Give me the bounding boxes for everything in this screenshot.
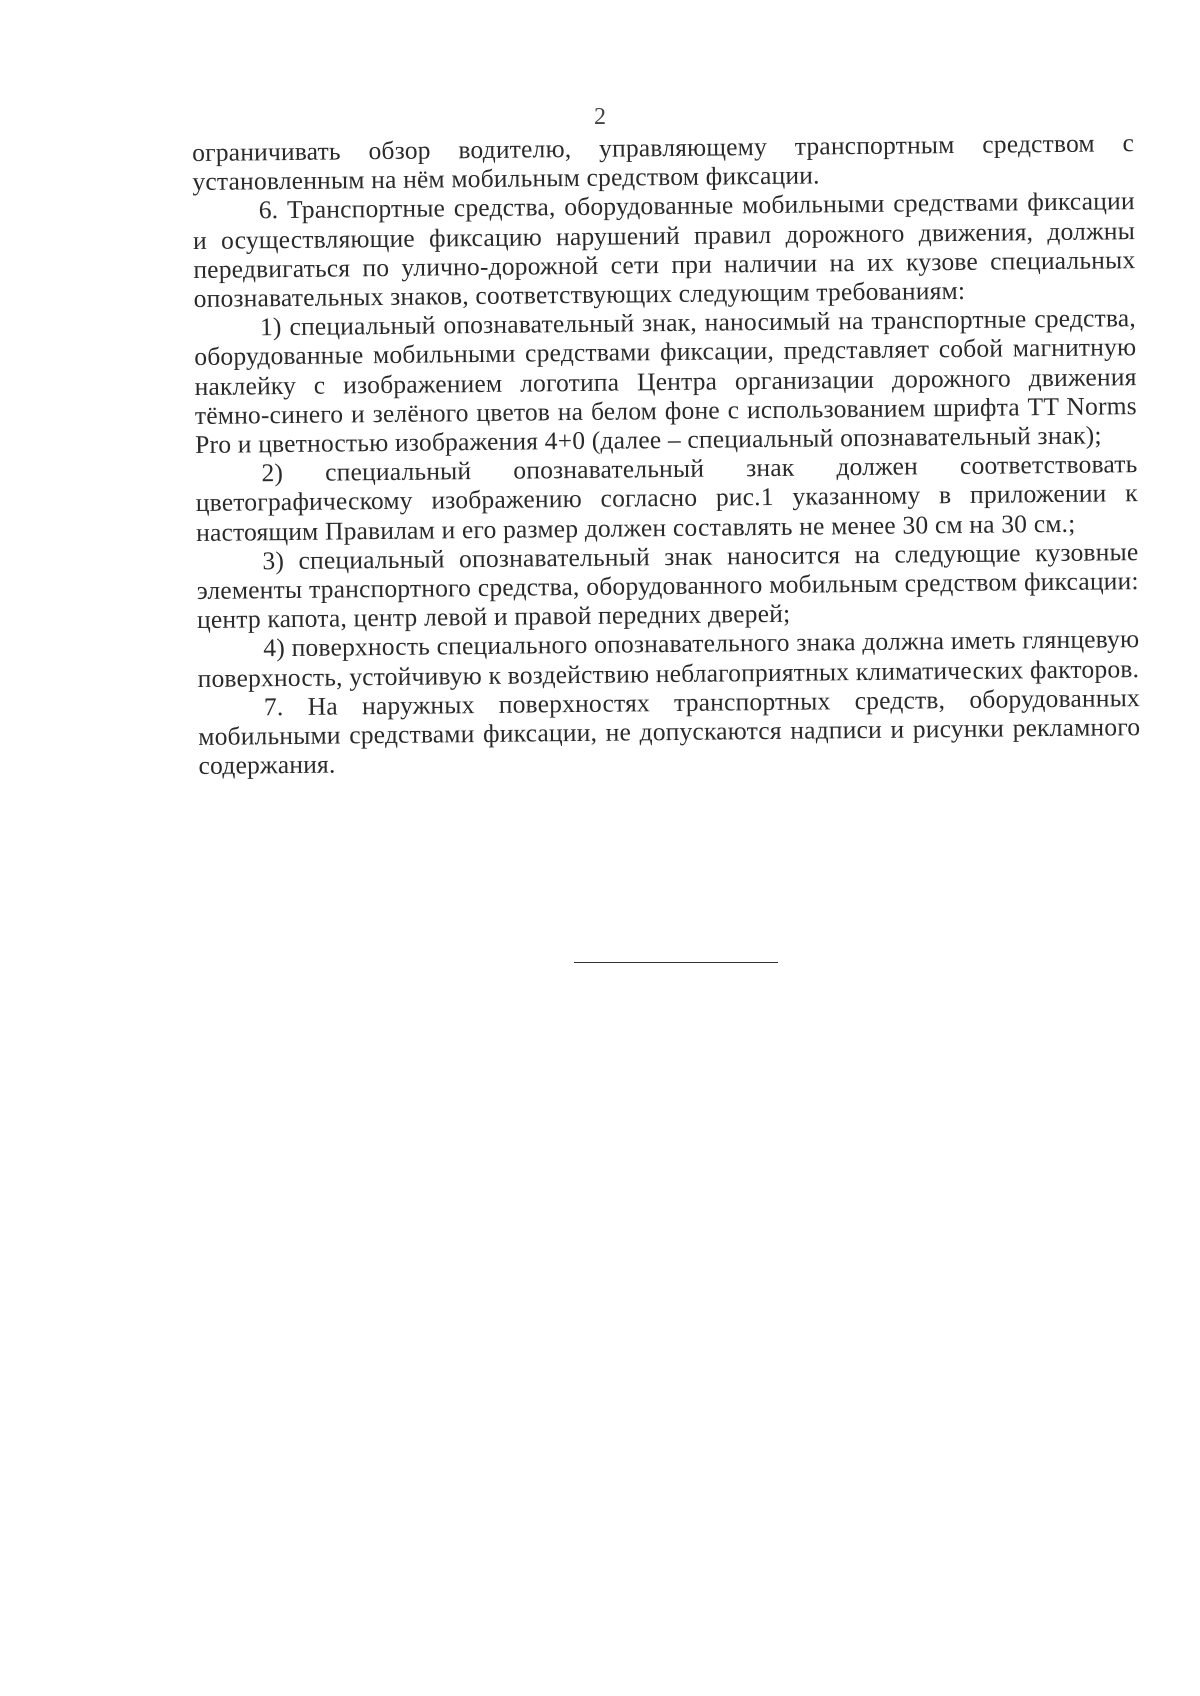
closing-divider [574, 962, 778, 963]
paragraph-item-6: 6. Транспортные средства, оборудованные мобильными средствами фиксации и осуществляющие фиксацию нарушений правил дорожного движения, должны передвигаться по улично-дорожной сети при наличии на их кузове специальных опознавательных знаков, соответствующих следующим требованиям: [192, 186, 1136, 314]
paragraph-subitem-1: 1) специальный опознавательный знак, наносимый на транспортные средства, оборудованные мобильными средствами фиксации, представляет собой магнитную наклейку с изображением логотипа Центра организации дорожного движения тёмно-синего и зелёного цветов на белом фоне с использованием шрифта TT Norms Pro и цветностью изображения 4+0 (далее – специальный опознавательный знак); [194, 303, 1138, 460]
document-body [192, 128, 1141, 780]
paragraph-subitem-3: 3) специальный опознавательный знак наносится на следующие кузовные элементы транспортного средства, оборудованного мобильным средством фиксации: центр капота, центр левой и правой передних дверей; [196, 536, 1139, 635]
page-number: 2 [594, 104, 606, 130]
paragraph-item-7: 7. На наружных поверхностях транспортных средств, оборудованных мобильными средствами фиксации, не допускаются надписи и рисунки рекламного содержания. [198, 682, 1141, 781]
paragraph-subitem-4: 4) поверхность специального опознавательного знака должна иметь глянцевую поверхность, устойчивую к воздействию неблагоприятных климатических факторов. [197, 624, 1140, 693]
paragraph-continuation: ограничивать обзор водителю, управляющему транспортным средством с установленным на нём мобильным средством фиксации. [192, 128, 1135, 197]
paragraph-subitem-2: 2) специальный опознавательный знак должен соответствовать цветографическому изображению согласно рис.1 указанному в приложении к настоящим Правилам и его размер должен составлять не менее 30 см на 30 см.; [195, 449, 1138, 547]
